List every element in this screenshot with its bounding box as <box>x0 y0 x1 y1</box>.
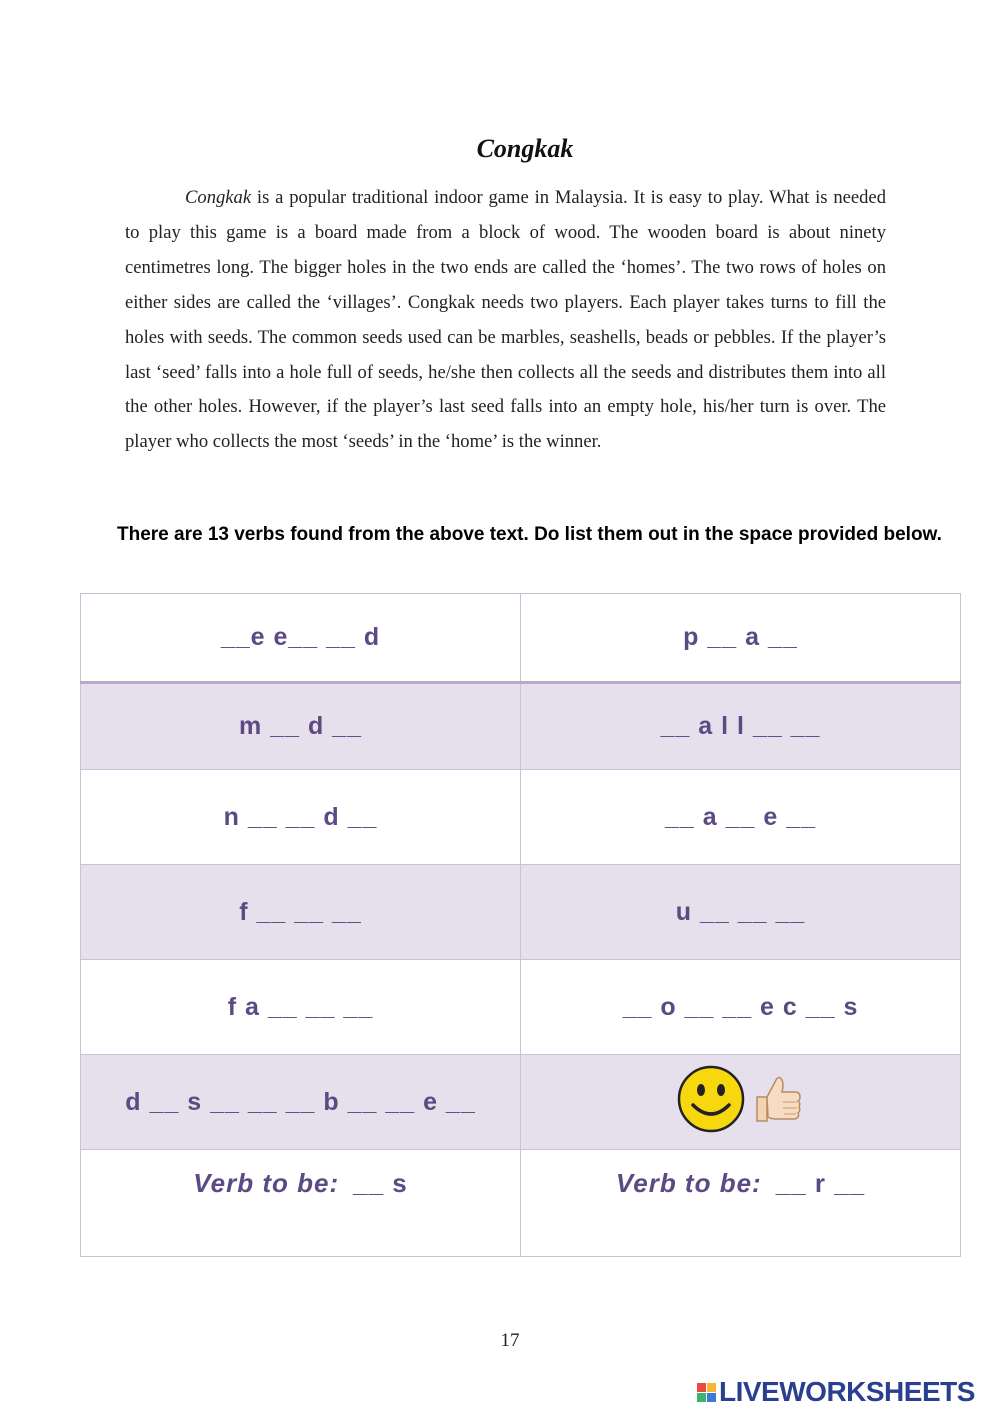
table-row <box>81 865 961 960</box>
table-row <box>81 1150 961 1257</box>
verb-cell[interactable]: m __ d __ <box>81 683 521 770</box>
verb-to-be-label: Verb to be: <box>193 1168 340 1198</box>
verb-to-be-blank[interactable]: __ s <box>353 1168 408 1198</box>
table-row <box>81 960 961 1055</box>
emoji-cell <box>521 1055 961 1150</box>
verb-cell[interactable]: __ a __ e __ <box>521 770 961 865</box>
verb-cell[interactable]: n __ __ d __ <box>81 770 521 865</box>
passage-body: is a popular traditional indoor game in Malaysia. It is easy to play. What is needed to play this game is a board made from a block of wood. The wooden board is about ninety centimetres long. The bigger holes in the two ends are called the ‘homes’. The two rows of holes on either sides are called the ‘villages’. Congkak needs two players. Each player takes turns to fill the holes with seeds. The common seeds used can be marbles, seashells, beads or pebbles. If the player’s last ‘seed’ falls into a hole full of seeds, he/she then collects all the seeds and distributes them into all the other holes. However, if the player’s last seed falls into an empty hole, his/her turn is over. The player who collects the most ‘seeds’ in the ‘home’ is the winner. <box>125 187 886 453</box>
verb-table <box>80 593 961 1257</box>
verb-cell[interactable]: f __ __ __ <box>81 865 521 960</box>
verb-to-be-blank[interactable]: __ r __ <box>775 1168 866 1198</box>
liveworksheets-logo[interactable] <box>697 1376 975 1408</box>
verb-cell[interactable]: f a __ __ __ <box>81 960 521 1055</box>
verb-to-be-label: Verb to be: <box>615 1168 762 1198</box>
verb-cell[interactable]: u __ __ __ <box>521 865 961 960</box>
verb-cell[interactable]: p __ a __ <box>521 594 961 683</box>
verb-cell[interactable]: __e e__ __ d <box>81 594 521 683</box>
instruction-text: There are 13 verbs found from the above text. Do list them out in the space provided below. <box>117 524 942 545</box>
page-number: 17 <box>500 1330 520 1351</box>
verb-cell[interactable]: d __ s __ __ __ b __ __ e __ <box>81 1055 521 1150</box>
verb-to-be-cell[interactable] <box>521 1150 961 1257</box>
verb-to-be-cell[interactable] <box>81 1150 521 1257</box>
verb-cell[interactable]: __ o __ __ e c __ s <box>521 960 961 1055</box>
passage <box>125 181 886 460</box>
table-row <box>81 594 961 683</box>
verb-cell[interactable]: __ a l l __ __ <box>521 683 961 770</box>
passage-lead: Congkak <box>185 187 252 208</box>
document-title: Congkak <box>476 134 574 163</box>
table-row <box>81 683 961 770</box>
table-row <box>81 1055 961 1150</box>
smiley-face-icon <box>677 1065 745 1133</box>
thumbs-up-icon <box>749 1071 805 1127</box>
table-row <box>81 770 961 865</box>
brand-logo-icon <box>697 1383 716 1402</box>
brand-name: LIVEWORKSHEETS <box>719 1376 975 1407</box>
